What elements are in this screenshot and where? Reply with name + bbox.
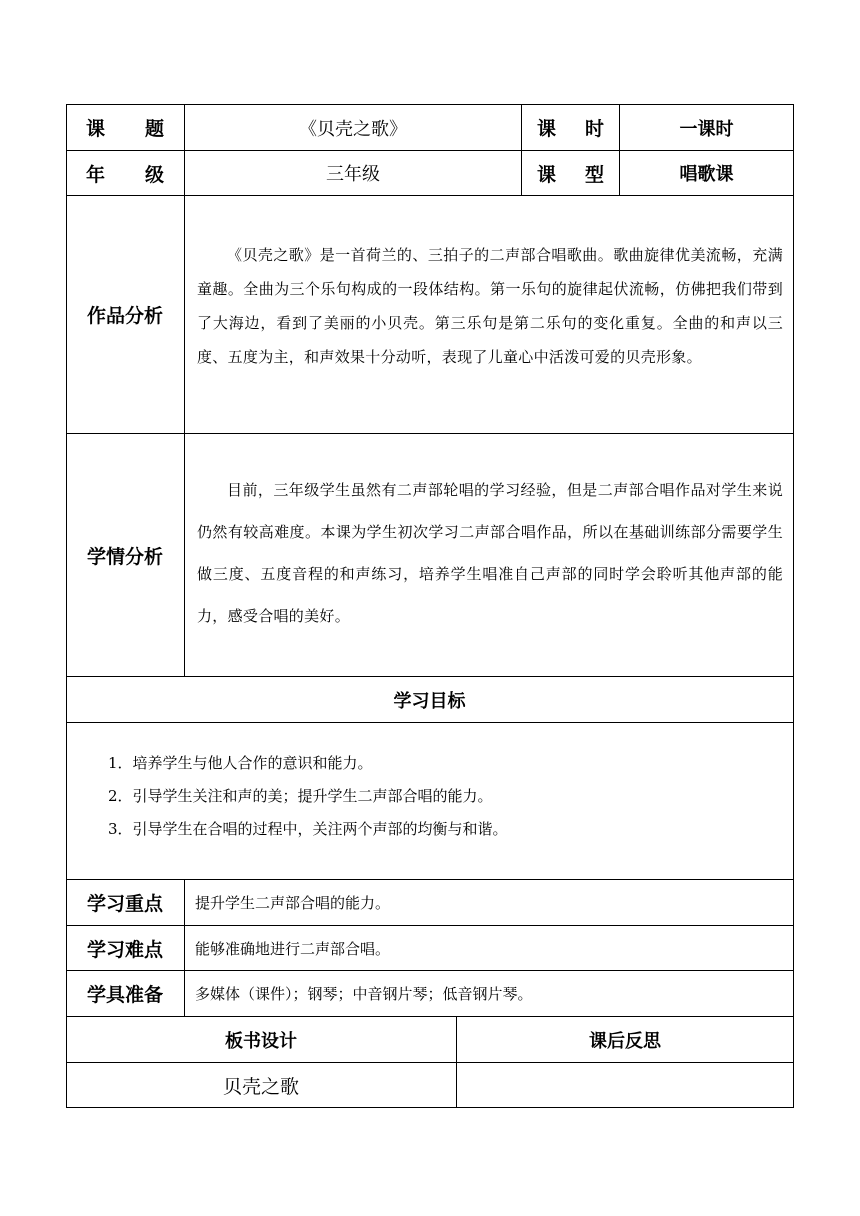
objective-item: 2．引导学生关注和声的美；提升学生二声部合唱的能力。 [108, 786, 493, 805]
student-analysis-text: 目前，三年级学生虽然有二声部轮唱的学习经验，但是二声部合唱作品对学生来说仍然有较高难度。本课为学生初次学习二声部合唱作品，所以在基础训练部分需要学生做三度、五度音程的和声练习，培养学生唱准自己声部的同时学会聆听其他声部的能力，感受合唱的美好。 [197, 481, 783, 625]
type-value: 唱歌课 [679, 164, 734, 185]
period-label: 课 时 [537, 118, 604, 140]
board-design-label: 板书设计 [225, 1030, 297, 1052]
tools-value: 多媒体（课件）；钢琴；中音钢片琴；低音钢片琴。 [195, 985, 533, 1003]
work-analysis-text: 《贝壳之歌》是一首荷兰的、三拍子的二声部合唱歌曲。歌曲旋律优美流畅，充满童趣。全曲为三个乐句构成的一段体结构。第一乐句的旋律起伏流畅，仿佛把我们带到了大海边，看到了美丽的小贝壳。第三乐句是第二乐句的变化重复。全曲的和声以三度、五度为主，和声效果十分动听，表现了儿童心中活泼可爱的贝壳形象。 [197, 245, 783, 366]
objective-item: 3．引导学生在合唱的过程中，关注两个声部的均衡与和谐。 [108, 819, 508, 838]
period-value: 一课时 [679, 118, 734, 140]
key-point-label: 学习重点 [86, 893, 163, 915]
grade-value: 三年级 [326, 164, 380, 185]
topic-value: 《贝壳之歌》 [299, 118, 407, 140]
difficulty-label: 学习难点 [86, 938, 163, 961]
student-analysis-label: 学情分析 [86, 545, 163, 568]
objective-item: 1．培养学生与他人合作的意识和能力。 [108, 753, 373, 772]
objectives-list [66, 723, 793, 879]
topic-label: 课 题 [86, 118, 164, 140]
difficulty-value: 能够准确地进行二声部合唱。 [195, 939, 391, 958]
work-analysis-label: 作品分析 [86, 305, 163, 327]
reflection-content [457, 1063, 793, 1107]
type-label: 课 型 [537, 163, 604, 186]
board-design-content: 贝壳之歌 [222, 1075, 299, 1098]
tools-label: 学具准备 [86, 984, 163, 1006]
key-point-value: 提升学生二声部合唱的能力。 [195, 894, 391, 912]
grade-label: 年 级 [86, 163, 164, 186]
objectives-title: 学习目标 [393, 690, 466, 712]
reflection-label: 课后反思 [589, 1030, 661, 1052]
